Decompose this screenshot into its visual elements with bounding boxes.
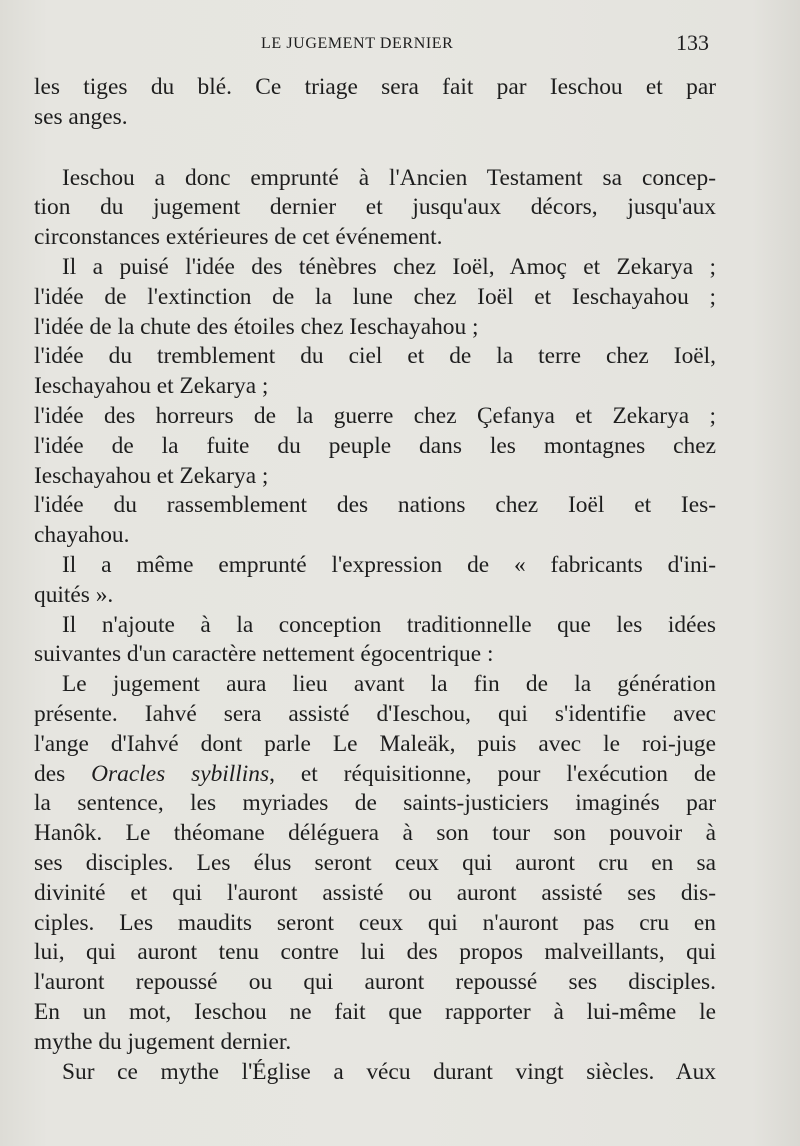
page-number: 133 bbox=[676, 30, 709, 55]
text-line: Ieschayahou et Zekarya ; bbox=[34, 462, 269, 489]
text-line: En un mot, Ieschou ne fait que rapporter à lui-même le bbox=[34, 998, 716, 1025]
text-line: présente. Iahvé sera assisté d'Ieschou, qui s'identifie avec bbox=[34, 700, 716, 727]
text-line: Sur ce mythe l'Église a vécu durant vingt siècles. Aux bbox=[62, 1058, 716, 1085]
running-head: LE JUGEMENT DERNIER bbox=[261, 35, 454, 52]
text-line: l'idée des horreurs de la guerre chez Çefanya et Zekarya ; bbox=[34, 402, 716, 429]
text-line-with-italic bbox=[34, 760, 716, 790]
italic-title: Oracles sybillins bbox=[91, 760, 270, 787]
text-line: tion du jugement dernier et jusqu'aux décors, jusqu'aux bbox=[34, 194, 716, 221]
text-line: lui, qui auront tenu contre lui des propos malveillants, qui bbox=[34, 939, 716, 966]
text-line: l'auront repoussé ou qui auront repoussé ses disciples. bbox=[34, 969, 716, 996]
text-line: divinité et qui l'auront assisté ou auront assisté ses dis- bbox=[34, 879, 716, 906]
text-line: la sentence, les myriades de saints-justiciers imaginés par bbox=[34, 790, 716, 817]
text-line: l'idée du rassemblement des nations chez Ioël et Ies- bbox=[34, 492, 716, 519]
text-line: Il a puisé l'idée des ténèbres chez Ioël, Amoç et Zekarya ; bbox=[62, 253, 716, 280]
text-line: l'idée de la fuite du peuple dans les montagnes chez bbox=[34, 432, 716, 459]
text-line: l'ange d'Iahvé dont parle Le Maleäk, puis avec le roi-juge bbox=[34, 730, 716, 757]
text-line: l'idée de l'extinction de la lune chez Ioël et Ieschayahou ; bbox=[34, 283, 716, 310]
text-line: quités ». bbox=[34, 581, 114, 608]
text-line: chayahou. bbox=[34, 522, 130, 549]
text-line: circonstances extérieures de cet événement. bbox=[34, 224, 443, 251]
text-line: ses anges. bbox=[34, 103, 128, 130]
text-line: l'idée du tremblement du ciel et de la terre chez Ioël, bbox=[34, 343, 716, 370]
text-line: Ieschou a donc emprunté à l'Ancien Testament sa concep- bbox=[62, 164, 716, 191]
text-line: mythe du jugement dernier. bbox=[34, 1028, 292, 1055]
text-run: des bbox=[34, 760, 66, 787]
text-line: Ieschayahou et Zekarya ; bbox=[34, 373, 269, 400]
text-line: Il a même emprunté l'expression de « fabricants d'ini- bbox=[62, 551, 716, 578]
text-line: suivantes d'un caractère nettement égocentrique : bbox=[34, 641, 494, 668]
text-run: , et réquisitionne, pour l'exécution de bbox=[269, 760, 716, 787]
text-line: Le jugement aura lieu avant la fin de la génération bbox=[62, 671, 716, 698]
text-line: ciples. Les maudits seront ceux qui n'auront pas cru en bbox=[34, 909, 716, 936]
text-line: les tiges du blé. Ce triage sera fait par Ieschou et par bbox=[34, 74, 716, 100]
text-line: ses disciples. Les élus seront ceux qui auront cru en sa bbox=[34, 849, 716, 876]
text-line: Hanôk. Le théomane déléguera à son tour son pouvoir à bbox=[34, 820, 716, 847]
text-line: Il n'ajoute à la conception traditionnelle que les idées bbox=[62, 611, 716, 638]
page-header bbox=[0, 30, 800, 60]
body-text bbox=[34, 73, 716, 1087]
text-line: l'idée de la chute des étoiles chez Ieschayahou ; bbox=[34, 313, 479, 340]
